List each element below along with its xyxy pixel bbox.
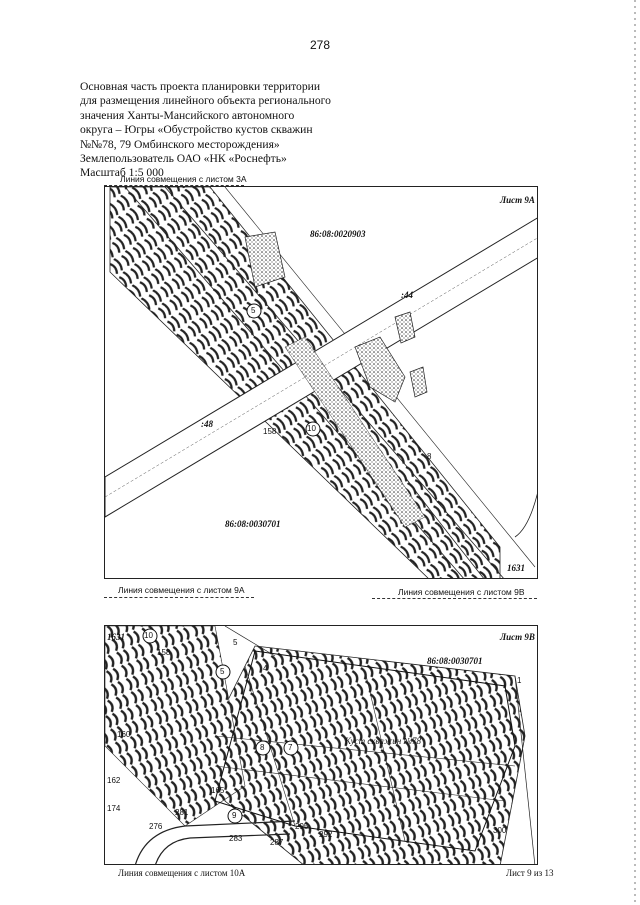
match-line-9a-label: Линия совмещения с листом 9А [118, 585, 245, 595]
sheet-9a-map [104, 186, 538, 579]
title-block [80, 80, 380, 181]
match-line-9a [104, 597, 254, 598]
small-label-8: 8 [427, 452, 432, 461]
pad-label: Куст скважин №78 [345, 736, 421, 746]
point-label: 295 [295, 822, 309, 831]
point-label: 5 [233, 638, 238, 647]
parcel-number-top: 86:08:0020903 [310, 229, 366, 239]
circle-label-5: 5 [220, 667, 225, 676]
match-line-3a-label: Линия совмещения с листом 3А [120, 174, 247, 184]
point-label-158: 158 [263, 427, 277, 436]
title-line: Основная часть проекта планировки территории [80, 80, 321, 93]
parcel-number: 86:08:0030701 [427, 656, 483, 666]
scan-edge-dots [634, 0, 636, 905]
point-label: 292 [319, 830, 333, 839]
point-label: 174 [107, 804, 121, 813]
point-label: 1 [517, 676, 522, 685]
sheet-9v-label: Лист 9В [500, 632, 535, 642]
point-label: 158 [157, 648, 171, 657]
title-line: №№78, 79 Омбинского месторождения» [80, 137, 280, 151]
match-line-9v-label: Линия совмещения с листом 9В [398, 587, 525, 597]
road-label-left: :48 [201, 419, 213, 429]
land-user-line: Землепользователь ОАО «НК «Роснефть» [80, 152, 287, 166]
page-number: 278 [309, 38, 331, 52]
match-line-9v [372, 598, 537, 599]
title-line: округа – Югры «Обустройство кустов скважин [80, 123, 313, 137]
pad-hatch [205, 646, 525, 865]
point-label: 162 [107, 776, 121, 785]
road-label-right: :44 [401, 290, 413, 300]
circle-label-5: 5 [251, 306, 256, 315]
sheet-9a-label: Лист 9А [500, 195, 535, 205]
point-label: 276 [149, 822, 163, 831]
title-line: значения Ханты-Мансийского автономного [80, 108, 295, 122]
point-label: 287 [270, 838, 284, 847]
circle-label-10: 10 [144, 631, 153, 640]
title-line: для размещения линейного объекта регионального [80, 94, 331, 108]
sheet-9a-drawing [105, 187, 538, 579]
sheet-9v-map [104, 625, 538, 865]
scale-line: Масштаб 1:5 000 [80, 166, 164, 180]
point-label: 160 [117, 730, 131, 739]
point-label: 300 [493, 826, 507, 835]
corridor-hatch [105, 626, 245, 826]
road-curve [515, 487, 538, 537]
point-label: 165 [211, 786, 225, 795]
sheet-counter: Лист 9 из 13 [506, 868, 554, 878]
circle-label-10: 10 [307, 424, 316, 433]
circle-label-7: 7 [288, 743, 293, 752]
building-block [410, 367, 427, 397]
point-label: 281 [175, 808, 189, 817]
corner-label-1631: 1631 [107, 632, 125, 642]
point-label: 283 [229, 834, 243, 843]
match-line-10a-label: Линия совмещения с листом 10А [118, 868, 246, 878]
point-label-1631: 1631 [507, 563, 525, 573]
point-label: 4 [263, 664, 268, 673]
circle-label-8: 8 [260, 743, 265, 752]
parcel-number-bottom: 86:08:0030701 [225, 519, 281, 529]
circle-label-9: 9 [232, 811, 237, 820]
